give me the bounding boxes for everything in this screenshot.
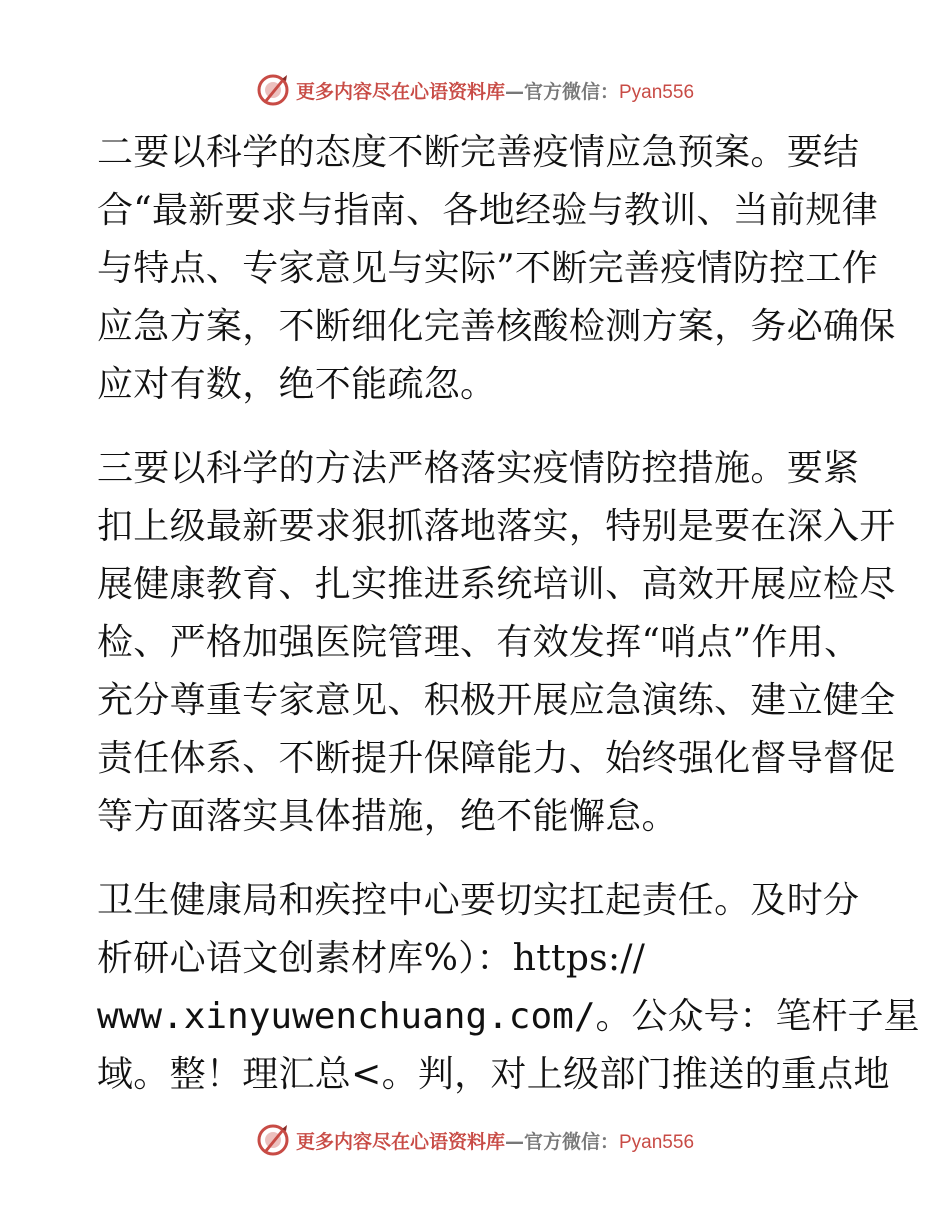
text-line: 等方面落实具体措施，绝不能懈怠。: [97, 796, 678, 837]
paragraph-3: [97, 440, 896, 846]
text-line-url: www.xinyuwenchuang.com/。公众号：笔杆子星: [97, 996, 920, 1037]
text-line: 充分尊重专家意见、积极开展应急演练、建立健全: [97, 680, 896, 721]
text-line: 卫生健康局和疾控中心要切实扛起责任。及时分: [97, 880, 860, 921]
text-line: 检、严格加强医院管理、有效发挥“哨点”作用、: [97, 622, 861, 663]
text-line: 与特点、专家意见与实际”不断完善疫情防控工作: [97, 248, 879, 289]
text-line: 展健康教育、扎实推进系统培训、高效开展应检尽: [97, 564, 896, 605]
text-line: 三要以科学的方法严格落实疫情防控措施。要紧: [97, 448, 860, 489]
banner-wechat-label: 官方微信：: [523, 80, 619, 103]
banner-separator: —: [504, 1130, 524, 1153]
text-line: 责任体系、不断提升保障能力、始终强化督导督促: [97, 738, 896, 779]
paragraph-health-bureau: [97, 872, 920, 1104]
quill-logo-icon: [256, 73, 290, 107]
banner-text: [296, 77, 694, 104]
banner-wechat-id: Pyan556: [619, 1131, 695, 1153]
banner-wechat-label: 官方微信：: [523, 1130, 619, 1153]
text-line: 析研心语文创素材库%）：https://: [97, 938, 646, 979]
banner-text: [296, 1127, 694, 1154]
footer-watermark-banner: [0, 1120, 950, 1160]
text-line: 合“最新要求与指南、各地经验与教训、当前规律: [97, 190, 879, 231]
banner-wechat-id: Pyan556: [619, 81, 695, 103]
text-line: 扣上级最新要求狠抓落地落实，特别是要在深入开: [97, 506, 896, 547]
paragraph-2: [97, 124, 896, 414]
banner-separator: —: [504, 80, 524, 103]
banner-main-text: 更多内容尽在心语资料库: [295, 1130, 505, 1153]
text-line: 二要以科学的态度不断完善疫情应急预案。要结: [97, 132, 860, 173]
text-line: 应对有数，绝不能疏忽。: [97, 364, 497, 405]
text-line: 域。整！理汇总<。判，对上级部门推送的重点地: [97, 1054, 890, 1095]
banner-main-text: 更多内容尽在心语资料库: [295, 80, 505, 103]
text-line: 应急方案，不断细化完善核酸检测方案，务必确保: [97, 306, 896, 347]
document-body: [97, 124, 920, 1104]
header-watermark-banner: [0, 70, 950, 110]
quill-logo-icon: [256, 1123, 290, 1157]
